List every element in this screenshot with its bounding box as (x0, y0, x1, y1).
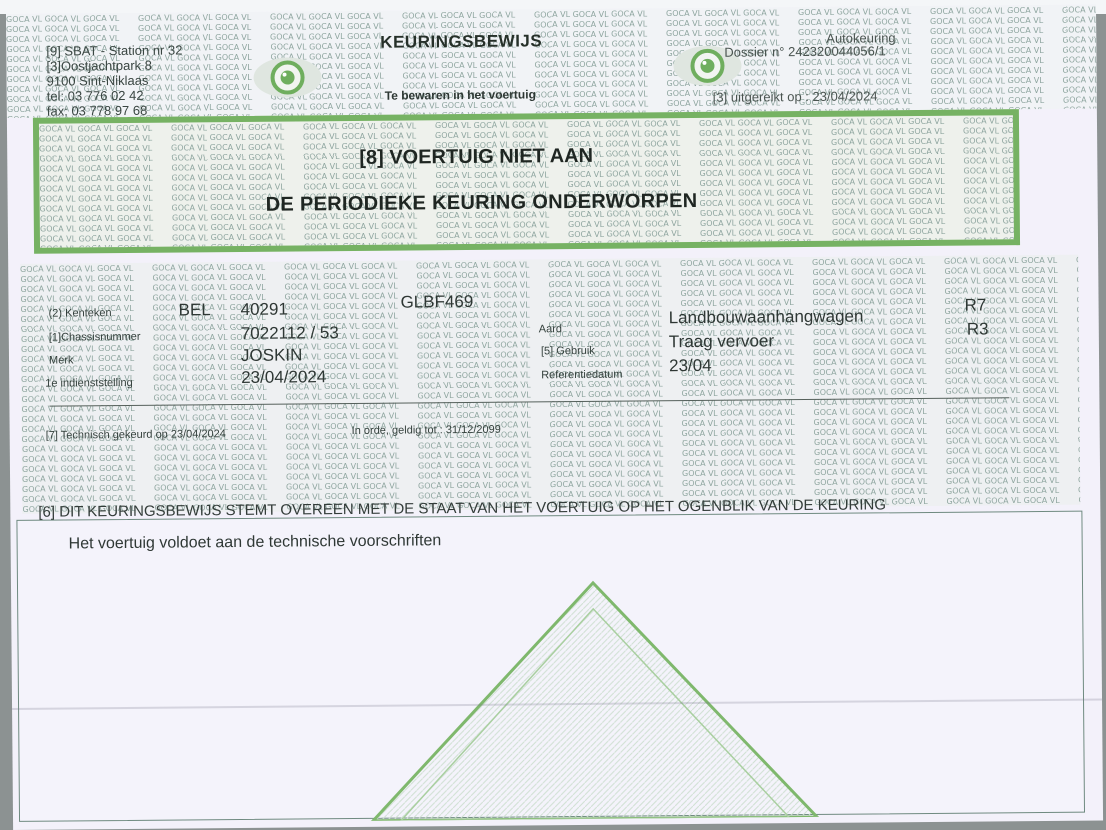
certificate-header (6, 4, 1097, 118)
vehicle-data-section (20, 255, 1080, 514)
registration-country: BEL (178, 300, 211, 320)
inspection-result: Het voertuig voldoet aan de technische voorschriften (68, 532, 442, 553)
station-city: 9100 Sint-Niklaas (46, 72, 149, 89)
make-label: Merk (48, 354, 74, 367)
document-subtitle: Te bewaren in het voertuig (384, 87, 536, 103)
reference-date-value: 23/04 (669, 355, 712, 376)
status-line-1: [8] VOERTUIG NIET AAN (359, 144, 594, 169)
reference-date-label: Referentiedatum (541, 368, 623, 382)
chassis-value: 7022112 / 53 (240, 323, 339, 343)
category-code-1: R7 (964, 295, 987, 315)
usage-label: [5] Gebruik (540, 344, 595, 358)
station-name: [9] SBAT - Station nr 32 (46, 42, 183, 59)
inspection-certificate (6, 4, 1103, 829)
station-fax: fax: 03 778 97 68 (46, 102, 148, 119)
station-phone: tel: 03 776 02 42 (46, 87, 144, 104)
first-registration-value: 23/04/2024 (241, 367, 327, 387)
conformity-statement: [6] DIT KEURINGSBEWIJS STEMT OVEREEN MET DE STAAT VAN HET VOERTUIG OP HET OGENBLIK VAN DE KEURING (38, 496, 887, 521)
inspection-type: Autokeuring (826, 30, 896, 46)
registration-number: 40291 (240, 299, 288, 319)
station-street: [3]Oostjachtpark 8 (46, 57, 153, 74)
registration-label: (2) Kenteken (48, 307, 112, 320)
chassis-label: [1]Chassisnummer (48, 330, 141, 344)
document-title: KEURINGSBEWIJS (380, 31, 543, 52)
make-value: JOSKIN (240, 345, 303, 365)
status-line-2: DE PERIODIEKE KEURING ONDERWORPEN (265, 189, 698, 216)
issue-date: [3] uitgereikt op : 23/04/2024 (712, 88, 878, 105)
category-code-2: R3 (966, 319, 989, 339)
security-triangle-emblem (367, 577, 821, 821)
technical-inspection-date: [7] Technisch gekeurd op 23/04/2024 (45, 428, 226, 442)
usage-value: Traag vervoer (668, 331, 775, 352)
kind-label: Aard (538, 323, 563, 336)
registration-plate: GLBF469 (400, 291, 474, 312)
eye-logo-icon (250, 53, 324, 102)
first-registration-label: 1e indienststelling (45, 376, 133, 390)
status-banner (33, 109, 1020, 254)
station-address (46, 42, 183, 118)
dossier-number: Dossier n° 242320044056/1 (724, 43, 886, 60)
valid-until: In orde, geldig tot : 31/12/2099 (351, 423, 501, 437)
kind-value: Landbouwaanhangwagen (668, 306, 864, 328)
